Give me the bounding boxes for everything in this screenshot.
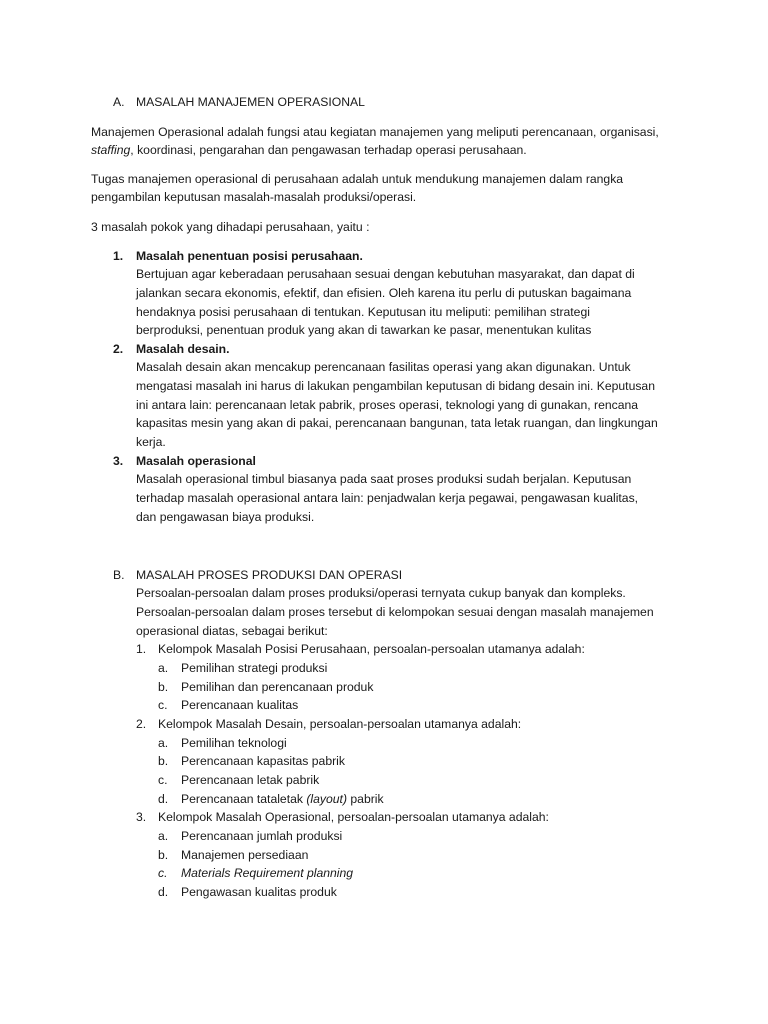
item-3-line: Masalah operasional timbul biasanya pada saat proses produksi sudah berjalan. Keputusan: [136, 472, 632, 486]
group-2-sub-text: Perencanaan kapasitas pabrik: [181, 754, 345, 768]
group-3-sub-letter: a.: [158, 829, 169, 843]
item-3-title: Masalah operasional: [136, 454, 256, 468]
section-a-heading: MASALAH MANAJEMEN OPERASIONAL: [136, 95, 365, 109]
intro-line-2-rest: , koordinasi, pengarahan dan pengawasan terhadap operasi perusahaan.: [130, 143, 527, 157]
item-1-title: Masalah penentuan posisi perusahaan.: [136, 249, 363, 263]
layout-italic: (layout): [306, 792, 347, 806]
layout-pre: Perencanaan tataletak: [181, 792, 307, 806]
group-2-sub-text: Pemilihan teknologi: [181, 736, 287, 750]
item-2-line: kapasitas mesin yang akan di pakai, perencanaan bangunan, tata letak ruangan, dan lingkungan: [136, 416, 658, 430]
intro-italic-staffing: staffing: [91, 143, 131, 157]
item-2-line: kerja.: [136, 435, 166, 449]
layout-post: pabrik: [347, 792, 384, 806]
section-a-letter: A.: [113, 95, 125, 109]
group-2-sub-letter: d.: [158, 792, 169, 806]
group-1-sub-text: Pemilihan dan perencanaan produk: [181, 680, 374, 694]
item-3-line: terhadap masalah operasional antara lain: penjadwalan kerja pegawai, pengawasan kualitas,: [136, 491, 639, 505]
group-1-sub-letter: b.: [158, 680, 169, 694]
item-2-line: Masalah desain akan mencakup perencanaan fasilitas operasi yang akan digunakan. Untuk: [136, 360, 631, 374]
item-1-line: jalankan secara ekonomis, efektif, dan efisien. Oleh karena itu perlu di putuskan bagaimana: [136, 286, 632, 300]
group-2-sub-letter: b.: [158, 754, 169, 768]
section-b-intro-line: operasional diatas, sebagai berikut:: [136, 624, 328, 638]
group-3-sub-text: Manajemen persediaan: [181, 848, 309, 862]
item-1-line: hendaknya posisi perusahaan di tentukan. Keputusan itu meliputi: pemilihan strategi: [136, 305, 590, 319]
section-b-intro-line: Persoalan-persoalan dalam proses produksi/operasi ternyata cukup banyak dan kompleks.: [136, 586, 626, 600]
intro-line-1: Manajemen Operasional adalah fungsi atau kegiatan manajemen yang meliputi perencanaan, organisasi,: [91, 125, 659, 139]
section-b-intro-line: Persoalan-persoalan dalam proses tersebut di kelompokan sesuai dengan masalah manajemen: [136, 605, 654, 619]
item-3-number: 3.: [113, 454, 124, 468]
item-2-line: ini antara lain: perencanaan letak pabrik, proses operasi, teknologi yang di gunakan, rencana: [136, 398, 639, 412]
group-3-sub-letter: c.: [158, 866, 168, 880]
group-2-sub-letter: c.: [158, 773, 168, 787]
group-3-sub-text: Perencanaan jumlah produksi: [181, 829, 343, 843]
group-3-sub-letter: b.: [158, 848, 169, 862]
tugas-line-1: Tugas manajemen operasional di perusahaan adalah untuk mendukung manajemen dalam rangka: [91, 172, 624, 186]
group-2-sub-text: [181, 790, 384, 808]
group-1-sub-text: Perencanaan kualitas: [181, 698, 299, 712]
group-3-sub-letter: d.: [158, 885, 169, 899]
item-2-number: 2.: [113, 342, 124, 356]
intro-line-2: [91, 141, 527, 159]
group-1-sub-letter: c.: [158, 698, 168, 712]
item-1-number: 1.: [113, 249, 124, 263]
item-1-line: berproduksi, penentuan produk yang akan di tawarkan ke pasar, menentukan kulitas: [136, 323, 592, 337]
group-2-sub-letter: a.: [158, 736, 169, 750]
tugas-line-2: pengambilan keputusan masalah-masalah produksi/operasi.: [91, 190, 417, 204]
item-2-title: Masalah desain.: [136, 342, 230, 356]
group-1-number: 1.: [136, 642, 147, 656]
pokok-line: 3 masalah pokok yang dihadapi perusahaan, yaitu :: [91, 220, 370, 234]
group-3-sub-text: Materials Requirement planning: [181, 866, 354, 880]
section-b-letter: B.: [113, 568, 125, 582]
item-3-line: dan pengawasan biaya produksi.: [136, 510, 315, 524]
item-2-line: mengatasi masalah ini harus di lakukan pengambilan keputusan di bidang desain ini. Keputusan: [136, 379, 655, 393]
group-3-number: 3.: [136, 810, 147, 824]
group-2-title: Kelompok Masalah Desain, persoalan-persoalan utamanya adalah:: [158, 717, 522, 731]
group-3-sub-text: Pengawasan kualitas produk: [181, 885, 337, 899]
group-1-title: Kelompok Masalah Posisi Perusahaan, persoalan-persoalan utamanya adalah:: [158, 642, 585, 656]
group-2-sub-text: Perencanaan letak pabrik: [181, 773, 320, 787]
item-1-line: Bertujuan agar keberadaan perusahaan sesuai dengan kebutuhan masyarakat, dan dapat di: [136, 267, 635, 281]
group-2-number: 2.: [136, 717, 147, 731]
group-3-title: Kelompok Masalah Operasional, persoalan-persoalan utamanya adalah:: [158, 810, 549, 824]
section-b-heading: MASALAH PROSES PRODUKSI DAN OPERASI: [136, 568, 403, 582]
group-1-sub-text: Pemilihan strategi produksi: [181, 661, 328, 675]
group-1-sub-letter: a.: [158, 661, 169, 675]
